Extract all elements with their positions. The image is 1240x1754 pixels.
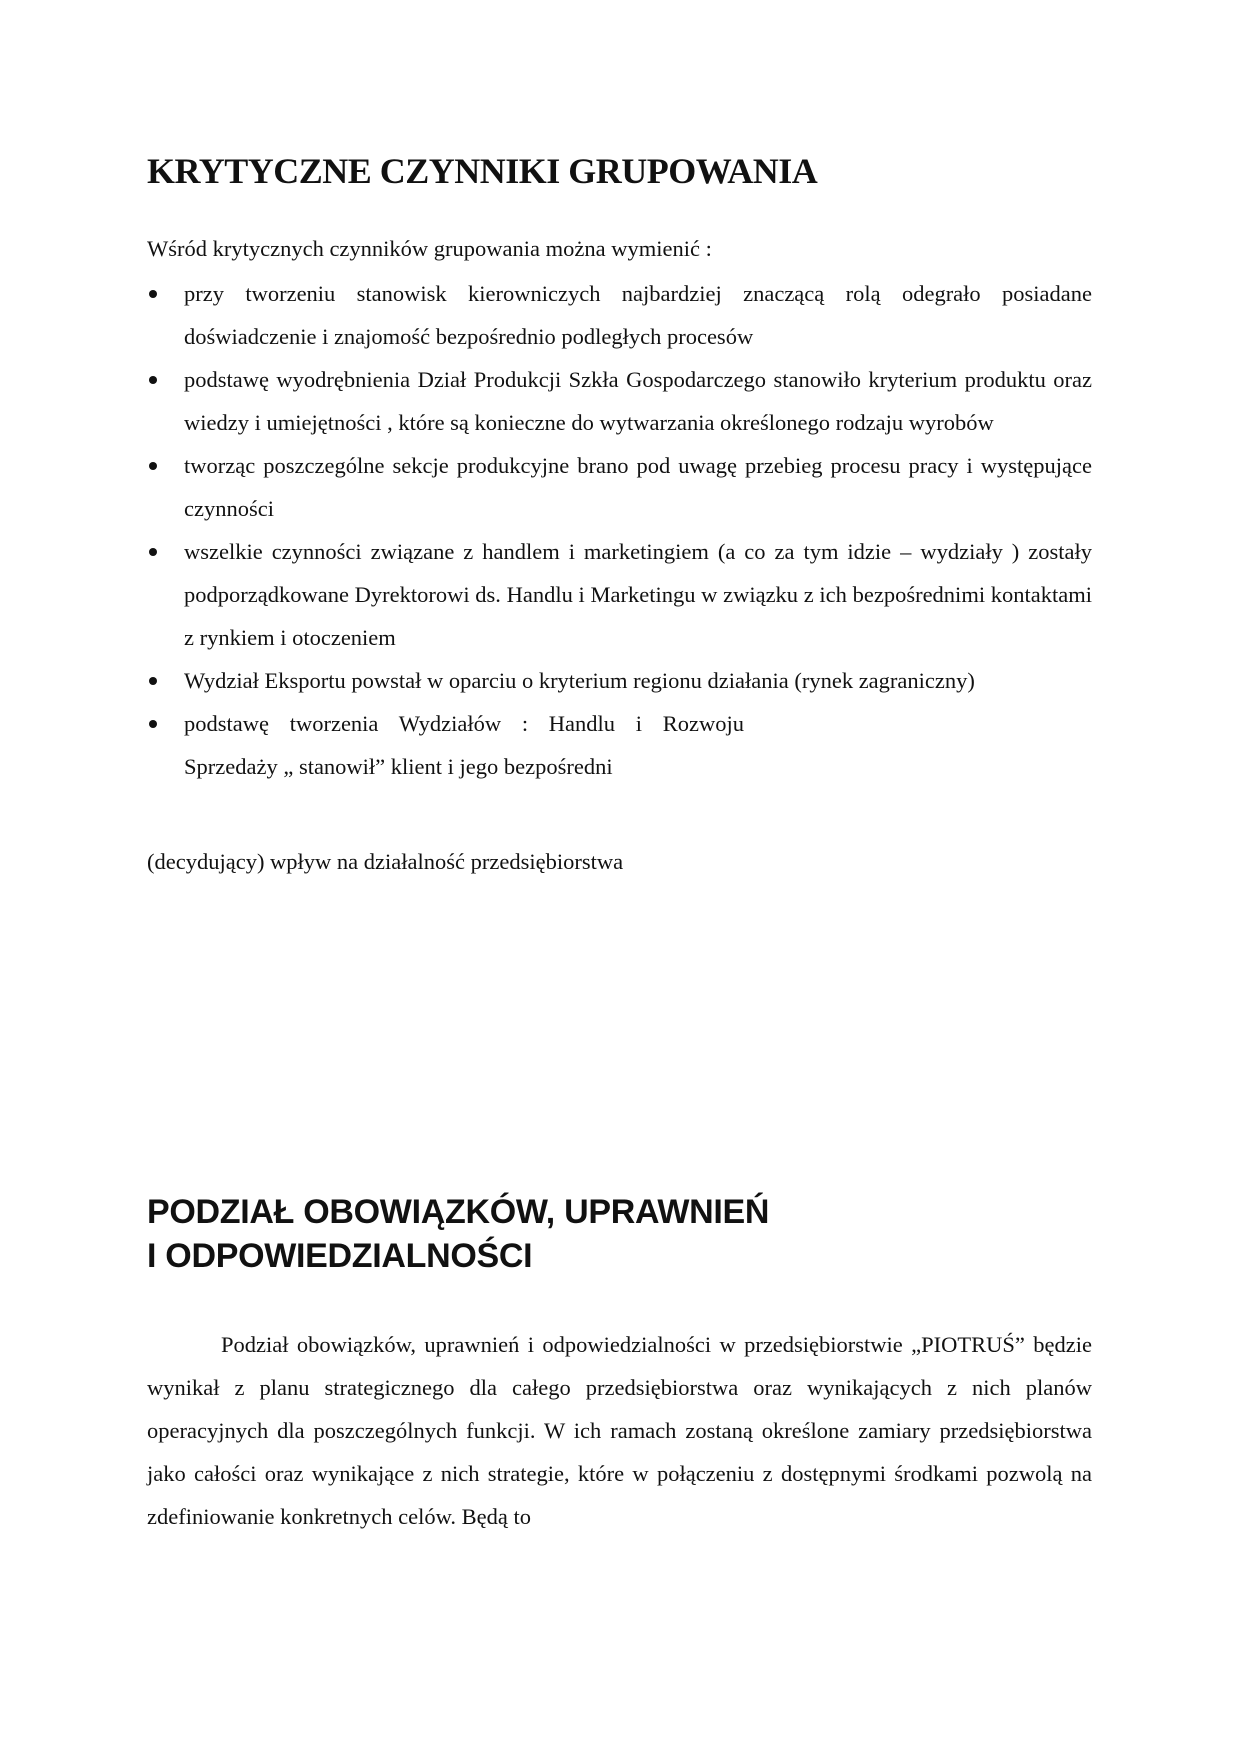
list-item: podstawę wyodrębnienia Dział Produkcji Szkła Gospodarczego stanowiło kryterium produktu oraz wiedzy i umiejętności , które są konieczne do wytwarzania określonego rodzaju wyrobów — [147, 358, 1092, 444]
intro-text: Wśród krytycznych czynników grupowania można wymienić : — [147, 236, 712, 261]
list-item: wszelkie czynności związane z handlem i marketingiem (a co za tym idzie – wydziały ) zostały podporządkowane Dyrektorowi ds. Handlu i Marketingu w związku z ich bezpośrednimi kontaktami z rynkiem i otoczeniem — [147, 530, 1092, 659]
list-continuation-text: (decydujący) wpływ na działalność przedsiębiorstwa — [147, 849, 624, 874]
list-item: podstawę tworzenia Wydziałów : Handlu i Rozwoju Sprzedaży „ stanowił” klient i jego bezpośredni — [147, 702, 744, 788]
bullet-icon — [149, 290, 157, 298]
heading-line-1: PODZIAŁ OBOWIĄZKÓW, UPRAWNIEŃ — [147, 1193, 770, 1231]
bullet-icon — [149, 677, 157, 685]
body-paragraph: Podział obowiązków, uprawnień i odpowiedzialności w przedsiębiorstwie „PIOTRUŚ” będzie wynikał z planu strategicznego dla całego przedsiębiorstwa oraz wynikających z nich planów operacyjnych dla poszczególnych funkcji. W ich ramach zostaną określone zamiary przedsiębiorstwa jako całości oraz wynikające z nich strategie, które w połączeniu z dostępnymi środkami pozwolą na zdefiniowanie konkretnych celów. Będą to — [147, 1332, 1092, 1529]
list-item: Wydział Eksportu powstał w oparciu o kryterium regionu działania (rynek zagraniczny) — [147, 659, 1092, 702]
section-heading-critical-factors: KRYTYCZNE CZYNNIKI GRUPOWANIA — [147, 151, 818, 191]
bullet-icon — [149, 462, 157, 470]
bullet-icon — [149, 376, 157, 384]
bullet-icon — [149, 720, 157, 728]
list-item: przy tworzeniu stanowisk kierowniczych najbardziej znaczącą rolą odegrało posiadane doświadczenie i znajomość bezpośrednio podległych procesów — [147, 272, 1092, 358]
list-item: tworząc poszczególne sekcje produkcyjne brano pod uwagę przebieg procesu pracy i występujące czynności — [147, 444, 1092, 530]
section-heading-responsibilities — [147, 1190, 769, 1278]
factors-list — [147, 272, 1092, 788]
bullet-icon — [149, 548, 157, 556]
heading-line-2: I ODPOWIEDZIALNOŚCI — [147, 1237, 533, 1275]
